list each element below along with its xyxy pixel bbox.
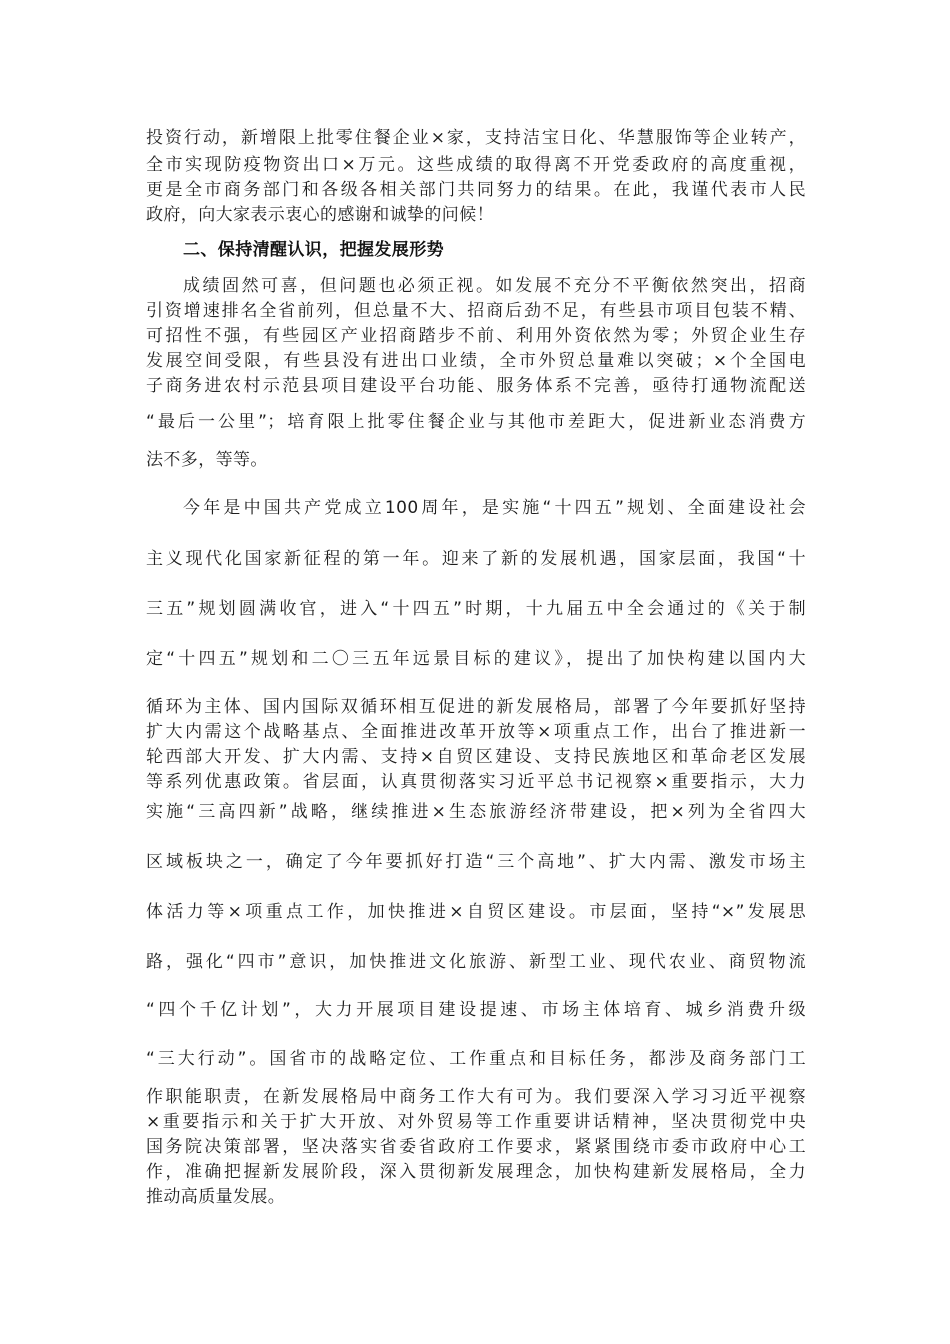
para3-line-9: 实施“三高四新”战略，继续推进×生态旅游经济带建设，把×列为全省四大 [146, 802, 806, 822]
para3-line-15: 作职能职责，在新发展格局中商务工作大有可为。我们要深入学习习近平视察 [146, 1087, 806, 1107]
para1-line-3: 更是全市商务部门和各级各相关部门共同努力的结果。在此，我谨代表市人民 [146, 180, 806, 200]
para3-line-12: 路，强化“四市”意识，加快推进文化旅游、新型工业、现代农业、商贸物流 [146, 952, 806, 972]
para2-line-6: “最后一公里”；培育限上批零住餐企业与其他市差距大，促进新业态消费方 [146, 412, 806, 432]
para1-line-4: 政府，向大家表示衷心的感谢和诚挚的问候！ [146, 205, 494, 225]
para2-line-1: 成绩固然可喜，但问题也必须正视。如发展不充分不平衡依然突出，招商 [183, 276, 806, 296]
para3-line-8: 等系列优惠政策。省层面，认真贯彻落实习近平总书记视察×重要指示，大力 [146, 772, 806, 792]
para2-line-4: 发展空间受限，有些县没有进出口业绩，全市外贸总量难以突破；×个全国电 [146, 351, 806, 371]
para1-line-2: 全市实现防疫物资出口×万元。这些成绩的取得离不开党委政府的高度重视， [146, 155, 806, 175]
para3-line-1: 今年是中国共产党成立100周年，是实施“十四五”规划、全面建设社会 [183, 498, 806, 518]
para3-line-14: “三大行动”。国省市的战略定位、工作重点和目标任务，都涉及商务部门工 [146, 1049, 806, 1069]
para3-line-17: 国务院决策部署，坚决落实省委省政府工作要求，紧紧围绕市委市政府中心工 [146, 1137, 806, 1157]
para3-line-7: 轮西部大开发、扩大内需、支持×自贸区建设、支持民族地区和革命老区发展 [146, 747, 806, 767]
section-heading: 二、保持清醒认识，把握发展形势 [183, 240, 444, 260]
para2-line-2: 引资增速排名全省前列，但总量不大、招商后劲不足，有些县市项目包装不精、 [146, 301, 806, 321]
para2-line-5: 子商务进农村示范县项目建设平台功能、服务体系不完善，亟待打通物流配送 [146, 376, 806, 396]
para3-line-18: 作，准确把握新发展阶段，深入贯彻新发展理念，加快构建新发展格局，全力 [146, 1162, 806, 1182]
para3-line-10: 区域板块之一，确定了今年要抓好打造“三个高地”、扩大内需、激发市场主 [146, 852, 806, 872]
para3-line-19: 推动高质量发展。 [146, 1187, 286, 1207]
para3-line-2: 主义现代化国家新征程的第一年。迎来了新的发展机遇，国家层面，我国“十 [146, 549, 806, 569]
para2-line-7: 法不多，等等。 [146, 450, 268, 470]
para3-line-11: 体活力等×项重点工作，加快推进×自贸区建设。市层面，坚持“×”发展思 [146, 902, 806, 922]
para3-line-16: ×重要指示和关于扩大开放、对外贸易等工作重要讲话精神，坚决贯彻党中央 [146, 1112, 806, 1132]
para2-line-3: 可招性不强，有些园区产业招商踏步不前、利用外资依然为零；外贸企业生存 [146, 326, 806, 346]
para3-line-3: 三五”规划圆满收官，进入“十四五”时期，十九届五中全会通过的《关于制 [146, 599, 806, 619]
para3-line-6: 扩大内需这个战略基点、全面推进改革开放等×项重点工作，出台了推进新一 [146, 722, 806, 742]
para3-line-4: 定“十四五”规划和二〇三五年远景目标的建议》，提出了加快构建以国内大 [146, 649, 806, 669]
para3-line-13: “四个千亿计划”，大力开展项目建设提速、市场主体培育、城乡消费升级 [146, 1000, 806, 1020]
para1-line-1: 投资行动，新增限上批零住餐企业×家，支持洁宝日化、华慧服饰等企业转产， [146, 128, 806, 148]
para3-line-5: 循环为主体、国内国际双循环相互促进的新发展格局，部署了今年要抓好坚持 [146, 697, 806, 717]
